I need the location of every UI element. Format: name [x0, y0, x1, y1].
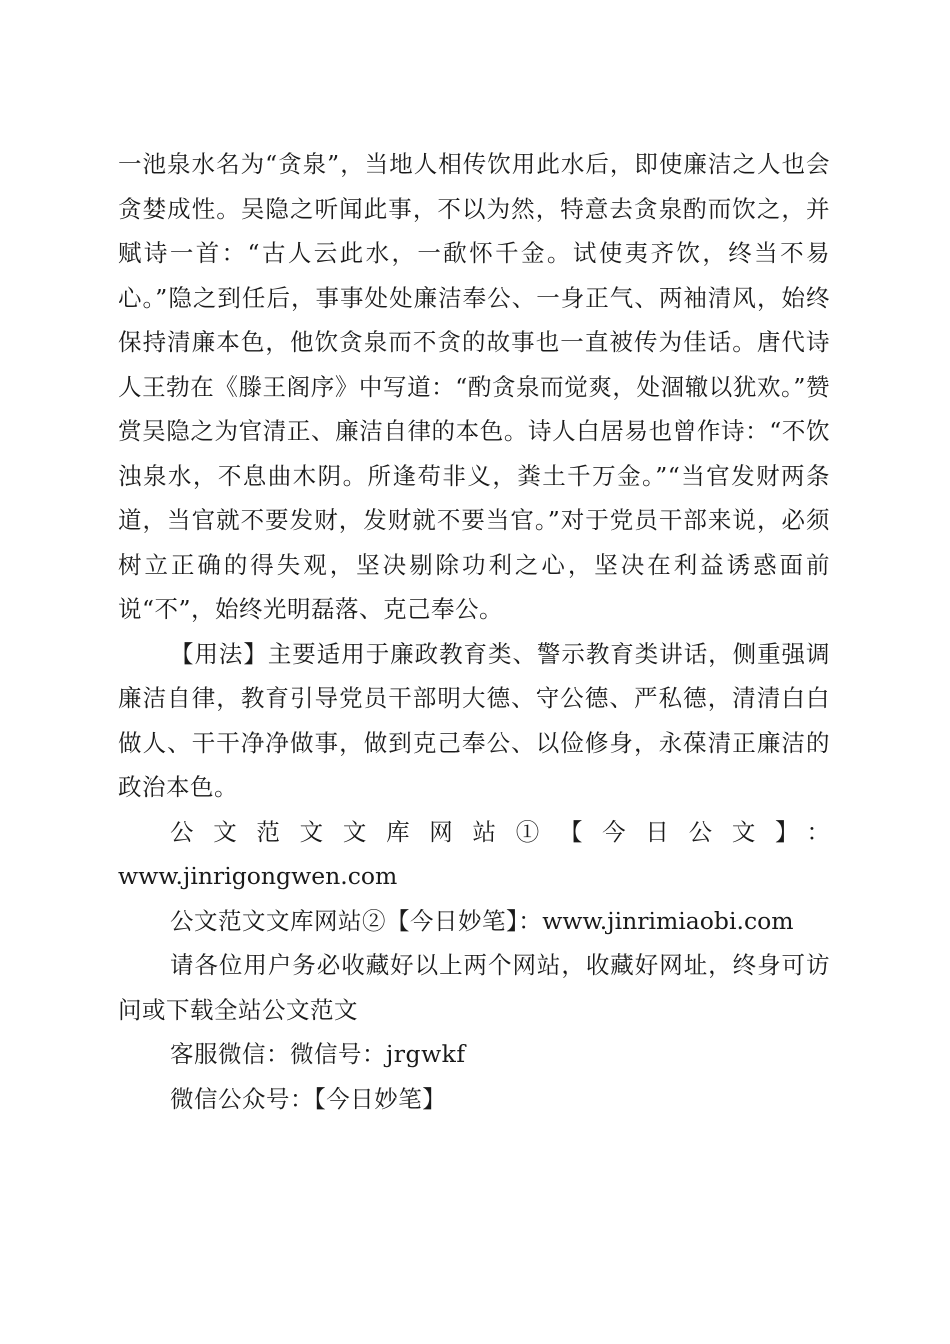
site2-label: 公文范文文库网站②【今日妙笔】：	[170, 906, 543, 935]
site1-label: 公文范文文库网站①【今日公文】：	[170, 817, 830, 846]
paragraph-main: 一池泉水名为“贪泉”，当地人相传饮用此水后，即使廉洁之人也会贪婪成性。吴隐之听闻此事，不以为然，特意去贪泉酌而饮之，并赋诗一首：“古人云此水，一歃怀千金。试使夷齐饮，终当不易心。”隐之到任后，事事处处廉洁奉公、一身正气、两袖清风，始终保持清廉本色，他饮贪泉而不贪的故事也一直被传为佳话。唐代诗人王勃在《滕王阁序》中写道：“酌贪泉而觉爽，处涸辙以犹欢。”赞赏吴隐之为官清正、廉洁自律的本色。诗人白居易也曾作诗：“不饮浊泉水，不息曲木阴。所逢苟非义，粪土千万金。”“当官发财两条道，当官就不要发财，发财就不要当官。”对于党员干部来说，必须树立正确的得失观，坚决剔除功利之心，坚决在利益诱惑面前说“不”，始终光明磊落、克己奉公。	[118, 150, 830, 623]
site1-url: www.jinrigongwen.com	[118, 862, 398, 890]
site2-line	[118, 899, 830, 944]
wechat-service: 客服微信：微信号：jrgwkf	[170, 1040, 466, 1068]
notice-text: 请各位用户务必收藏好以上两个网站，收藏好网址，终身可访问或下载全站公文范文	[118, 951, 830, 1024]
document-page	[118, 142, 830, 1121]
wechat-public: 微信公众号：【今日妙笔】	[170, 1084, 447, 1113]
paragraph-usage: 【用法】主要适用于廉政教育类、警示教育类讲话，侧重强调廉洁自律，教育引导党员干部明大德、守公德、严私德，清清白白做人、干干净净做事，做到克己奉公、以俭修身，永葆清正廉洁的政治本色。	[118, 639, 830, 801]
site2-url: www.jinrimiaobi.com	[542, 906, 794, 935]
